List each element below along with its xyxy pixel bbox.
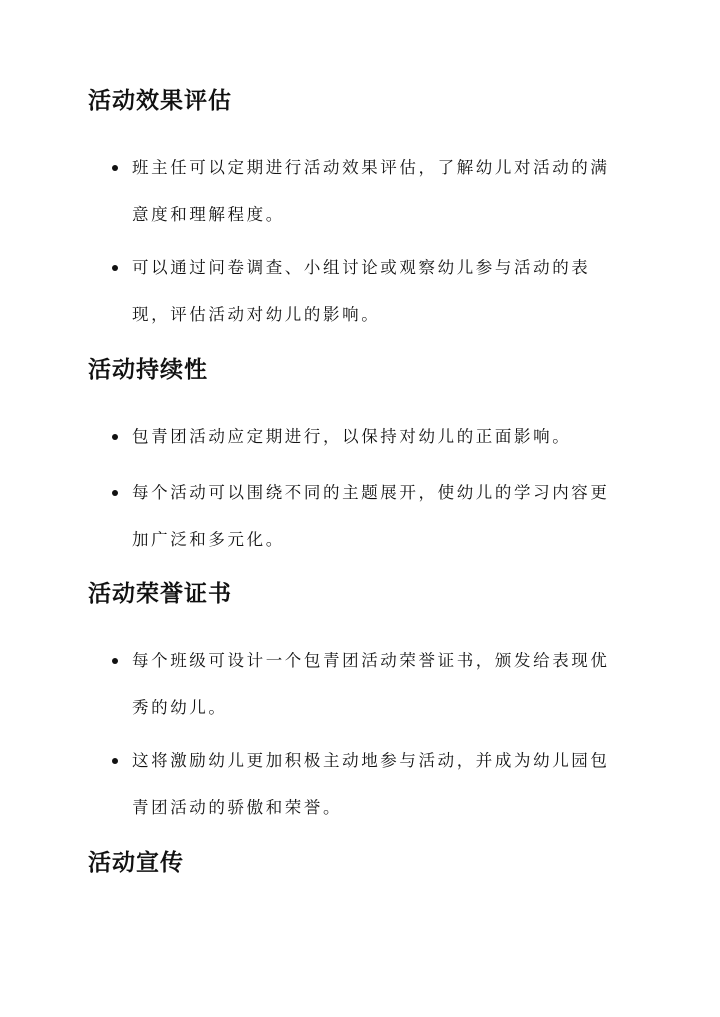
section-heading-sustainability: 活动持续性 [88,356,208,383]
bullet-icon [112,265,118,271]
bullet-icon [112,490,118,496]
section-heading-effect-evaluation: 活动效果评估 [88,87,232,114]
section-heading-honor-certificate: 活动荣誉证书 [88,580,232,607]
list-item: 可以通过问卷调查、小组讨论或观察幼儿参与活动的表现，评估活动对幼儿的影响。 [132,258,591,324]
bullet-icon [112,165,118,171]
bullet-icon [112,434,118,440]
bullet-icon [112,758,118,764]
list-item: 这将激励幼儿更加积极主动地参与活动，并成为幼儿园包青团活动的骄傲和荣誉。 [132,751,610,817]
section-heading-publicity: 活动宣传 [88,849,184,876]
list-item: 班主任可以定期进行活动效果评估，了解幼儿对活动的满意度和理解程度。 [132,158,610,224]
bullet-icon [112,658,118,664]
list-item: 每个班级可设计一个包青团活动荣誉证书，颁发给表现优秀的幼儿。 [132,651,610,717]
list-item: 每个活动可以围绕不同的主题展开，使幼儿的学习内容更加广泛和多元化。 [132,483,610,549]
list-item: 包青团活动应定期进行，以保持对幼儿的正面影响。 [132,427,572,446]
